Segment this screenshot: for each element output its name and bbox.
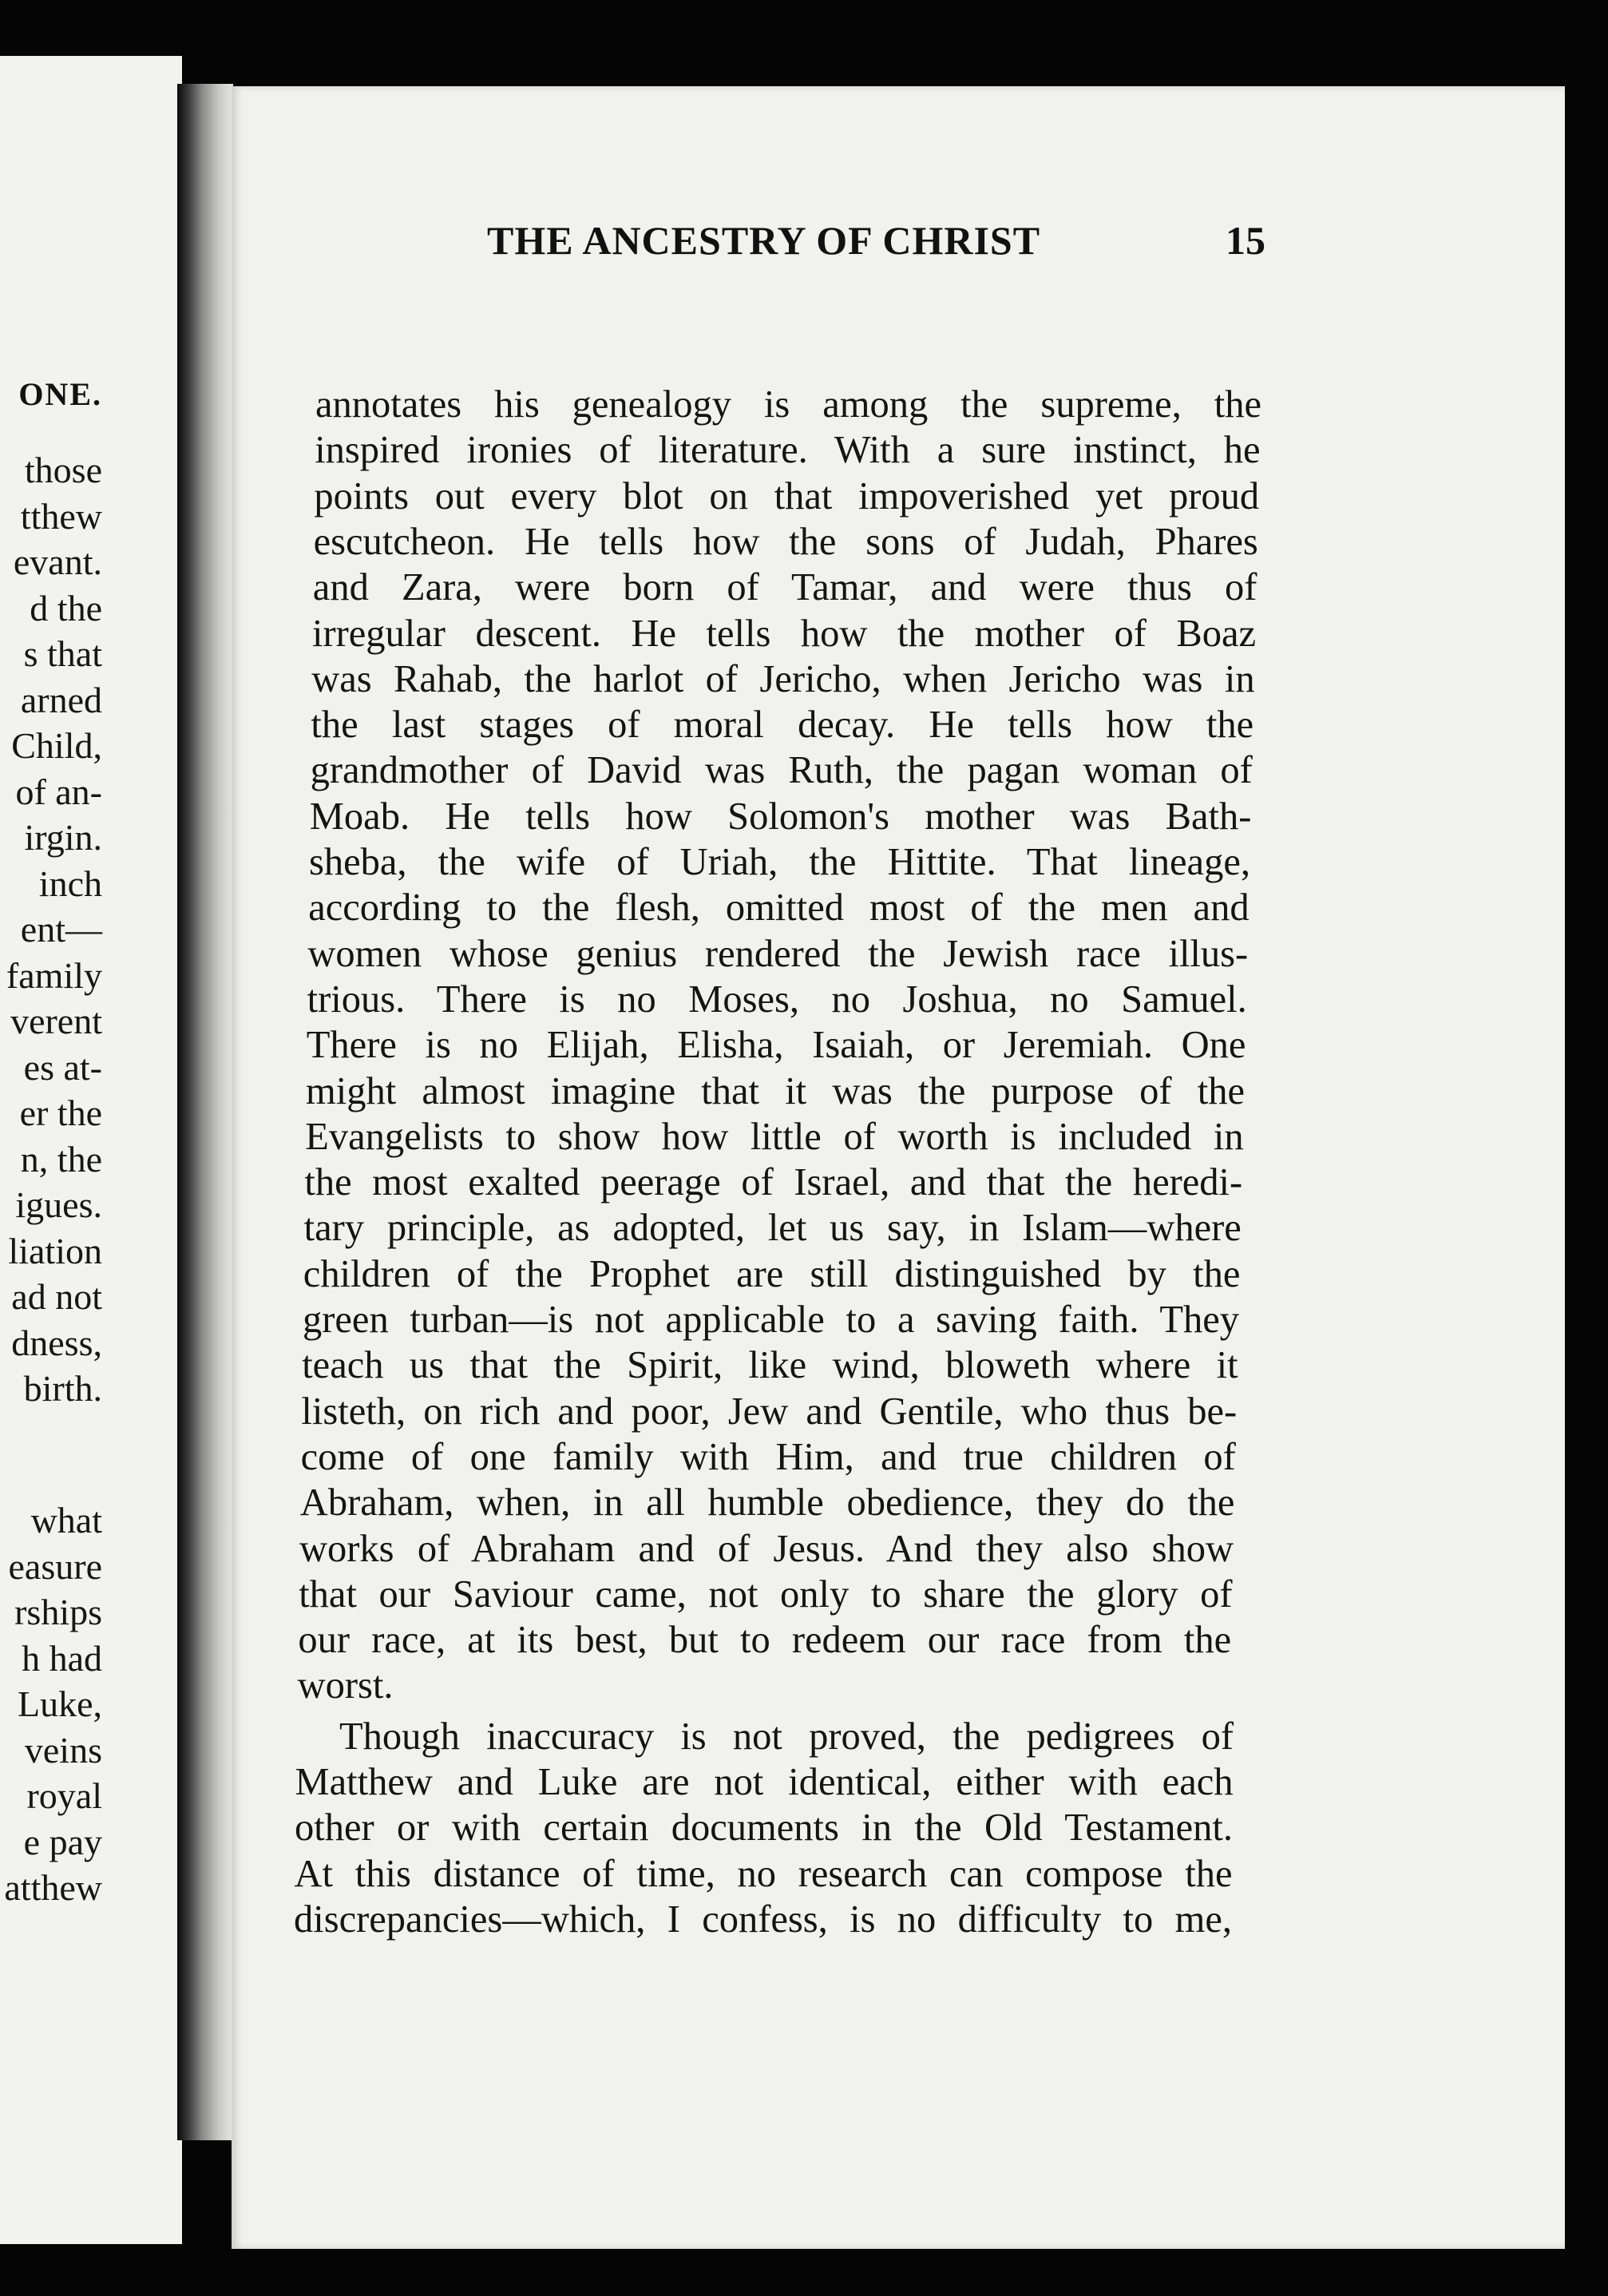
paragraph-1-line: There is no Elijah, Elisha, Isaiah, or Jeremiah. One (306, 1024, 1246, 1067)
left-text-line: es at- (23, 1046, 102, 1088)
paragraph-1-line: Evangelists to show how little of worth is included in (305, 1115, 1244, 1158)
page-number: 15 (1226, 218, 1265, 263)
paragraph-1-line: points out every blot on that impoverished yet proud (314, 474, 1260, 517)
left-text-line: those (24, 450, 102, 490)
paragraph-1-line: green turban—is not applicable to a saving faith. They (303, 1299, 1239, 1341)
left-text-line: dness, (11, 1322, 102, 1363)
book-gutter (177, 84, 233, 2140)
left-text-line: arned (20, 679, 102, 720)
left-text-line: rships (14, 1592, 102, 1632)
paragraph-1-line: inspired ironies of literature. With a sure instinct, he (315, 429, 1261, 472)
paragraph-2-line: Though inaccuracy is not proved, the pedigrees of (339, 1715, 1234, 1758)
left-text-line: inch (38, 862, 102, 904)
paragraph-2-line: At this distance of time, no research can compose the (294, 1852, 1233, 1895)
paragraph-1-line: worst. (297, 1664, 394, 1707)
paragraph-1-line: listeth, on rich and poor, Jew and Gentile, who thus be- (301, 1390, 1238, 1433)
running-head (263, 217, 1265, 265)
left-running-head: ONE. (18, 376, 102, 412)
left-text-line: family (6, 954, 102, 996)
paragraph-1-line: women whose genius rendered the Jewish race illus- (307, 932, 1249, 975)
left-text-line: tthew (20, 495, 102, 537)
paragraph-1-line: works of Abraham and of Jesus. And they also show (299, 1527, 1234, 1570)
paragraph-1-line: children of the Prophet are still distinguished by the (303, 1252, 1241, 1295)
left-text-line: h had (22, 1637, 102, 1679)
left-text-line: e pay (23, 1821, 102, 1862)
left-text-line: atthew (4, 1867, 102, 1908)
paragraph-1-line: and Zara, were born of Tamar, and were thus of (312, 566, 1257, 609)
paragraph-1-line: tary principle, as adopted, let us say, in Islam—where (303, 1207, 1242, 1250)
paragraph-1-line: grandmother of David was Ruth, the pagan woman of (310, 749, 1253, 792)
paragraph-1-line: according to the flesh, omitted most of the men and (308, 886, 1250, 930)
paragraph-1-line: Abraham, when, in all humble obedience, they do the (299, 1481, 1235, 1525)
paragraph-1-line: teach us that the Spirit, like wind, bloweth where it (302, 1344, 1238, 1387)
left-text-line: irgin. (24, 817, 102, 858)
left-text-line: Luke, (17, 1683, 102, 1724)
paragraph-1-line: trious. There is no Moses, no Joshua, no Samuel. (307, 977, 1247, 1021)
left-text-line: easure (8, 1545, 102, 1587)
paragraph-1-line: the last stages of moral decay. He tells how the (311, 704, 1254, 747)
running-title: THE ANCESTRY OF CHRIST (487, 218, 1041, 263)
left-text-line: veins (24, 1729, 102, 1771)
paragraph-1-line: escutcheon. He tells how the sons of Judah, Phares (313, 520, 1258, 563)
left-text-line: igues. (15, 1184, 102, 1225)
left-text-line: royal (26, 1775, 102, 1816)
paragraph-2-line: discrepancies—which, I confess, is no difficulty to me, (294, 1897, 1232, 1941)
paragraph-1-line: the most exalted peerage of Israel, and that the heredi- (304, 1161, 1243, 1204)
paragraph-1-line: Moab. He tells how Solomon's mother was Bath- (309, 795, 1252, 838)
left-text-block-2 (4, 1497, 102, 1911)
left-text-line: ad not (11, 1276, 102, 1317)
paragraph-1-line: annotates his genealogy is among the supreme, the (315, 383, 1261, 426)
previous-page-fragment (0, 56, 182, 2244)
left-text-line: evant. (13, 541, 102, 582)
left-text-line: birth. (23, 1368, 102, 1409)
paragraph-1-line: was Rahab, the harlot of Jericho, when Jericho was in (311, 657, 1255, 700)
paragraph-1-line: sheba, the wife of Uriah, the Hittite. That lineage, (309, 841, 1250, 883)
paragraph-2-line: other or with certain documents in the Old Testament. (295, 1806, 1233, 1850)
left-text-line: liation (8, 1230, 102, 1271)
left-text-line: of an- (15, 771, 102, 812)
left-text-line: s that (23, 633, 102, 674)
paragraph-1-line: come of one family with Him, and true children of (300, 1435, 1236, 1478)
paragraph-2-line: Matthew and Luke are not identical, either with each (295, 1761, 1234, 1803)
left-text-line: verent (10, 1001, 102, 1041)
left-text-line: er the (19, 1092, 102, 1133)
left-text-line: d the (30, 587, 102, 629)
paragraph-1-line: irregular descent. He tells how the mother of Boaz (312, 612, 1256, 655)
left-text-line: n, the (20, 1138, 102, 1180)
left-text-line: what (30, 1500, 102, 1541)
paragraph-1-line: that our Saviour came, not only to share the glory of (299, 1572, 1233, 1616)
left-text-line: Child, (11, 725, 102, 766)
left-text-block-1 (6, 447, 102, 1412)
paragraph-1-line: might almost imagine that it was the purpose of the (306, 1069, 1245, 1112)
left-text-line: ent— (20, 909, 102, 950)
paragraph-1-line: our race, at its best, but to redeem our race from the (298, 1619, 1232, 1662)
